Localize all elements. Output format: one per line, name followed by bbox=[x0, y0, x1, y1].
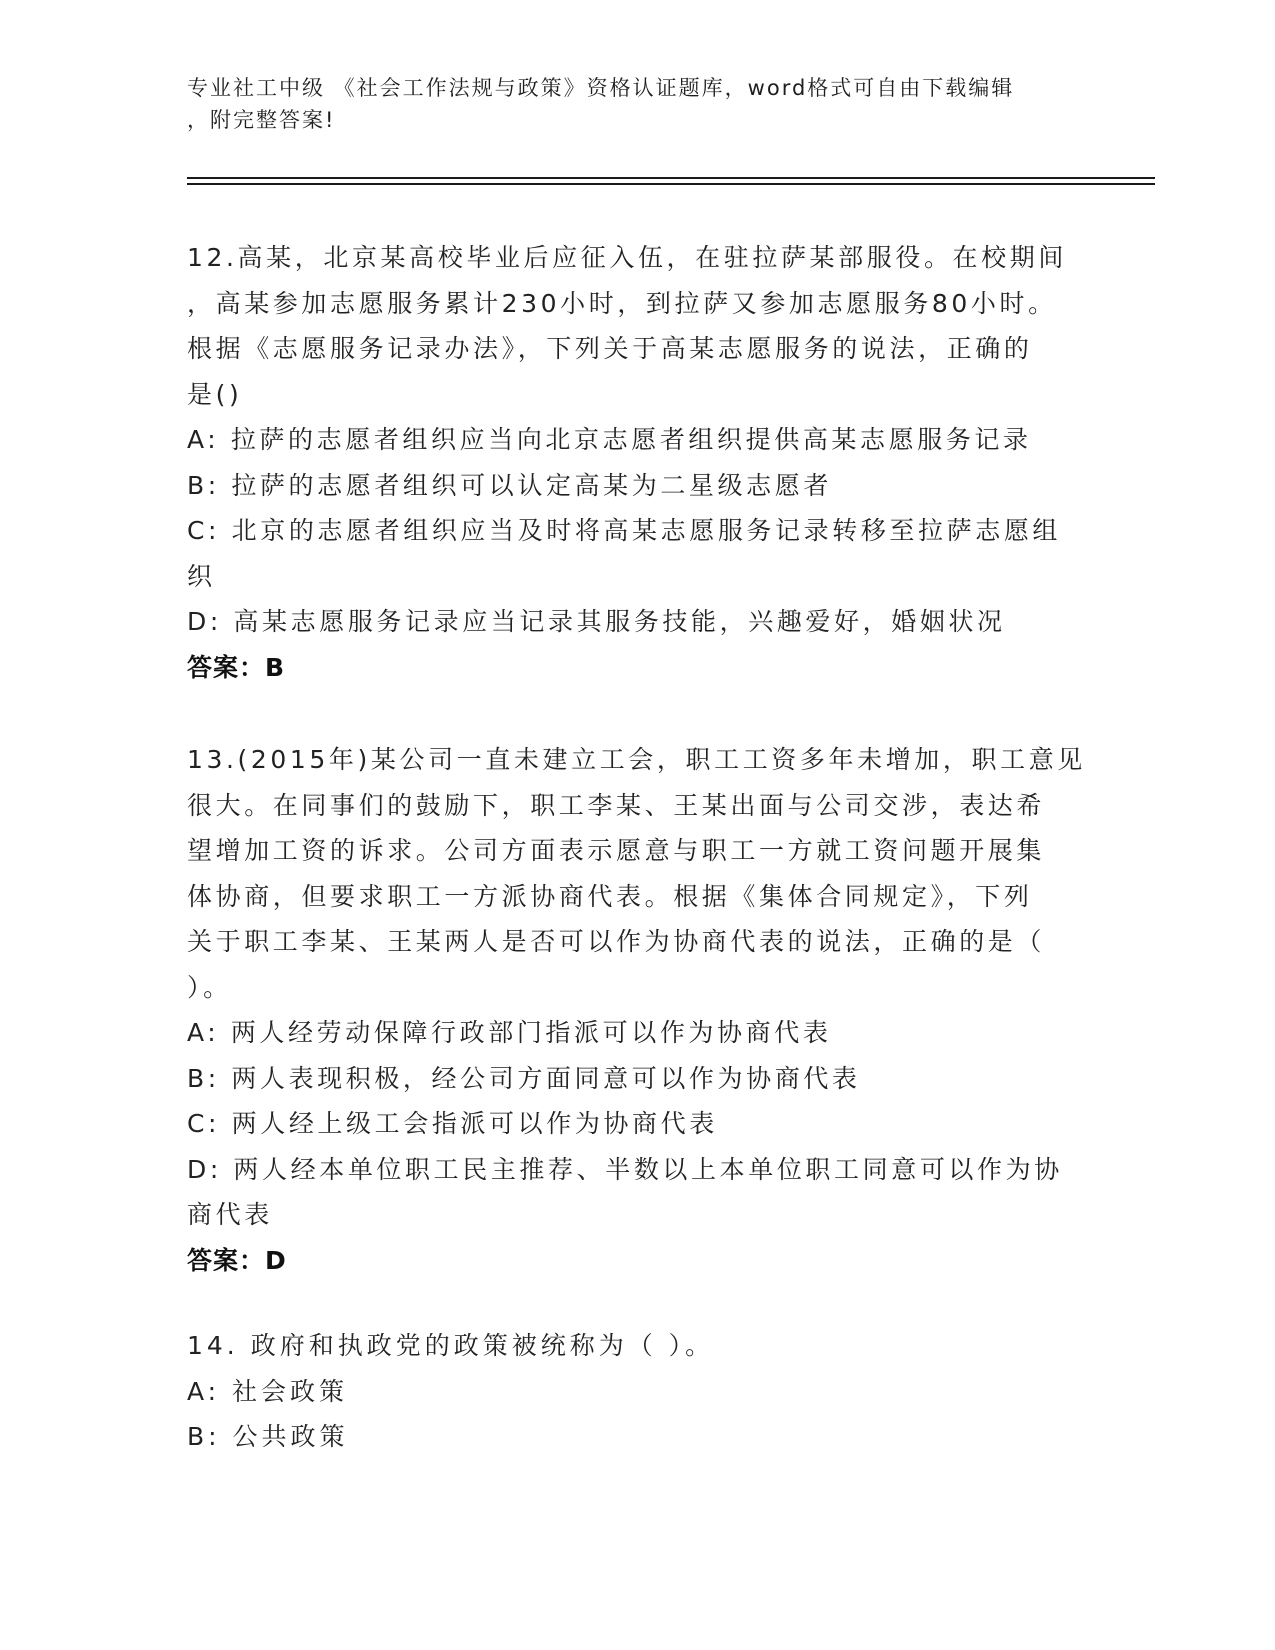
spacer bbox=[187, 1283, 1087, 1323]
question-stem-line: 是() bbox=[187, 379, 243, 409]
option-c: C: 北京的志愿者组织应当及时将高某志愿服务记录转移至拉萨志愿组 bbox=[187, 516, 1062, 545]
question-stem-line: 14. 政府和执政党的政策被统称为（ ）。 bbox=[187, 1331, 715, 1360]
spacer bbox=[187, 690, 1087, 737]
question-stem-line: 很大。在同事们的鼓励下，职工李某、王某出面与公司交涉，表达希 bbox=[187, 790, 1046, 820]
question-stem-line: 望增加工资的诉求。公司方面表示愿意与职工一方就工资问题开展集 bbox=[187, 836, 1046, 865]
header-divider-bottom bbox=[187, 183, 1155, 185]
option-d-continued: 商代表 bbox=[187, 1200, 273, 1229]
option-c: C: 两人经上级工会指派可以作为协商代表 bbox=[187, 1109, 718, 1138]
question-stem-line: ）。 bbox=[187, 972, 232, 1002]
option-a: A: 拉萨的志愿者组织应当向北京志愿者组织提供高某志愿服务记录 bbox=[187, 425, 1032, 454]
option-d: D: 两人经本单位职工民主推荐、半数以上本单位职工同意可以作为协 bbox=[187, 1154, 1063, 1184]
option-b: B: 两人表现积极，经公司方面同意可以作为协商代表 bbox=[187, 1063, 861, 1093]
question-stem-line: 关于职工李某、王某两人是否可以作为协商代表的说法，正确的是（ bbox=[187, 927, 1046, 956]
option-a: A: 两人经劳动保障行政部门指派可以作为协商代表 bbox=[187, 1018, 832, 1047]
header-line: 专业社工中级 《社会工作法规与政策》资格认证题库，word格式可自由下载编辑 bbox=[187, 76, 1015, 100]
header-divider-top bbox=[187, 177, 1155, 179]
option-d: D: 高某志愿服务记录应当记录其服务技能，兴趣爱好，婚姻状况 bbox=[187, 607, 1006, 636]
option-c-continued: 织 bbox=[187, 561, 216, 591]
answer-label: 答案：D bbox=[187, 1245, 287, 1275]
question-14 bbox=[187, 1323, 1087, 1460]
option-a: A: 社会政策 bbox=[187, 1376, 349, 1406]
question-list bbox=[187, 235, 1087, 1460]
question-stem-line: ，高某参加志愿服务累计230小时，到拉萨又参加志愿服务80小时。 bbox=[187, 288, 1057, 318]
option-b: B: 公共政策 bbox=[187, 1422, 349, 1451]
question-stem-line: 根据《志愿服务记录办法》，下列关于高某志愿服务的说法，正确的 bbox=[187, 334, 1033, 363]
answer-label: 答案：B bbox=[187, 652, 286, 682]
question-stem-line: 体协商，但要求职工一方派协商代表。根据《集体合同规定》，下列 bbox=[187, 881, 1033, 911]
option-b: B: 拉萨的志愿者组织可以认定高某为二星级志愿者 bbox=[187, 470, 832, 500]
question-stem-line: 13.(2015年)某公司一直未建立工会，职工工资多年未增加，职工意见 bbox=[187, 745, 1086, 774]
document-header bbox=[187, 72, 1087, 136]
header-line: ，附完整答案! bbox=[187, 108, 336, 132]
question-13 bbox=[187, 737, 1087, 1283]
question-12 bbox=[187, 235, 1087, 690]
question-stem-line: 12.高某，北京某高校毕业后应征入伍，在驻拉萨某部服役。在校期间 bbox=[187, 243, 1067, 272]
